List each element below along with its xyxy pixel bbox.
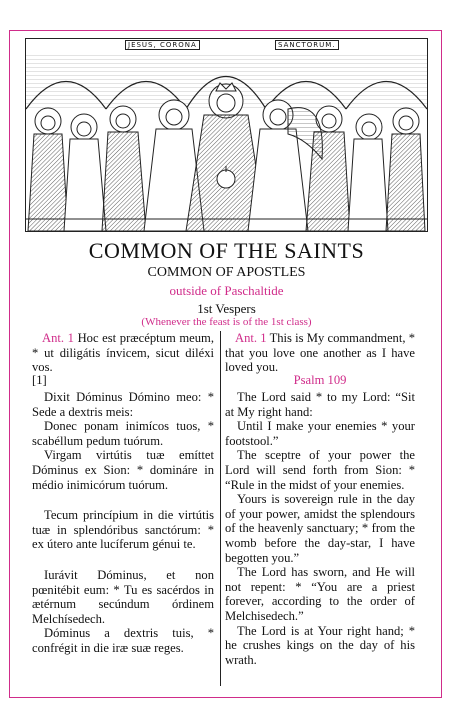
antiphon-english [225,331,415,375]
english-verse: Until I make your enemies * your footstool.” [225,419,415,448]
banner-left-text: JESUS, CORONA [125,40,200,50]
english-verse: The Lord is at Your right hand; * he crushes kings on the day of his wrath. [225,623,415,667]
class-rubric: (Whenever the feast is of the 1st class) [141,316,312,328]
banner-right-text: SANCTORUM. [275,40,339,50]
latin-verse: Virgam virtútis tuæ emíttet Dóminus ex Sion: * domináre in médio inimicórum tuórum. [32,448,214,492]
antiphon-latin-text: Hoc est præcéptum meum, * ut diligátis ínvicem, sicut diléxi vos. [32,331,214,375]
engraving-image [26,39,427,231]
antiphon-label-latin: Ant. 1 [42,331,74,345]
latin-verse: Dixit Dóminus Dómino meo: * Sede a dextris meis: [32,390,214,419]
page-title: COMMON OF THE SAINTS [88,238,365,263]
antiphon-latin [32,331,214,375]
english-verse: Yours is sovereign rule in the day of your power, amidst the splendours of the heavenly sanctuary; * from the womb before the day-star, I have begotten you.” [225,492,415,565]
psalm-latin-column [32,390,214,656]
office-heading: 1st Vespers [197,301,256,316]
engraving-saints-illustration [25,38,428,232]
psalm-title: Psalm 109 [293,373,347,387]
latin-verse: Iurávit Dóminus, et non pœnitébit eum: * Tu es sacérdos in ætérnum secúndum órdinem Melchísedech. [32,567,214,626]
section-subtitle: COMMON OF APOSTLES [147,265,306,280]
column-divider [220,331,221,686]
psalm-number: [1] [32,373,47,387]
latin-verse: Tecum princípium in die virtútis tuæ in splendóribus sanctórum: * ex útero ante lucíferum génui te. [32,508,214,552]
english-verse: The sceptre of your power the Lord will send forth from Sion: * “Rule in the midst of your enemies. [225,448,415,492]
engraving-banner [25,38,428,52]
antiphon-english-text: This is My commandment, * that you love one another as I have loved you. [225,331,416,375]
english-verse: The Lord said * to my Lord: “Sit at My right hand: [225,390,415,419]
antiphon-label-english: Ant. 1 [235,331,267,345]
psalm-english-column [225,390,415,667]
latin-verse: Donec ponam inimícos tuos, * scabéllum pedum tuórum. [32,419,214,448]
latin-verse: Dóminus a dextris tuis, * confrégit in die iræ suæ reges. [32,626,214,655]
english-verse: The Lord has sworn, and He will not repent: * “You are a priest forever, according to the order of Melchisedech.” [225,565,415,623]
season-rubric: outside of Paschaltide [169,283,284,298]
